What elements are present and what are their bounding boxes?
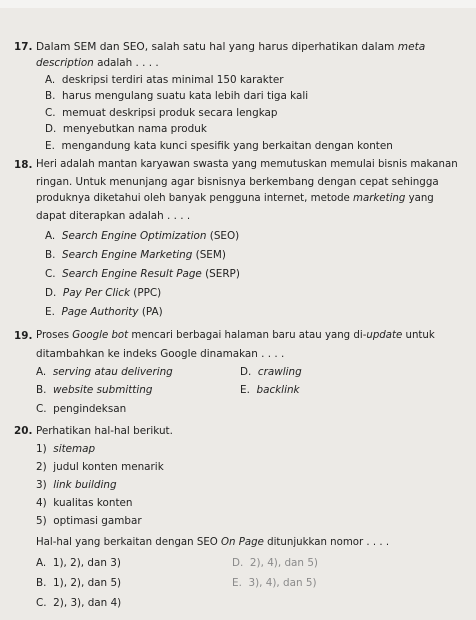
q20-options-a-text: 1), 2), dan 3) bbox=[52, 557, 121, 569]
q20-option-a bbox=[36, 556, 121, 570]
q20-options-c-text: 2), 3), dan 4) bbox=[53, 597, 122, 609]
q20-options-d-text: 2), 4), dan 5) bbox=[249, 557, 318, 569]
q17-stem2b: adalah . . . . bbox=[93, 57, 159, 69]
q17-options-4-letter: E. bbox=[45, 140, 55, 152]
q20-item-1 bbox=[36, 442, 95, 456]
q19-stem1e: untuk bbox=[402, 330, 435, 341]
q20-items-0-n: 1) bbox=[36, 443, 47, 455]
q17-stem1b: meta bbox=[397, 41, 426, 53]
q20-options-d-letter: D. bbox=[232, 557, 244, 569]
q17-options-4-text: mengandung kata kunci spesifik yang berkaitan dengan konten bbox=[61, 140, 393, 152]
q18-option-c bbox=[45, 267, 240, 281]
q20-item-3 bbox=[36, 478, 117, 492]
q18-options-3-text: Pay Per Click bbox=[62, 287, 130, 299]
q19-num: 19. bbox=[14, 330, 33, 342]
q17-options-2-letter: C. bbox=[45, 107, 56, 119]
q20-number bbox=[14, 424, 32, 438]
q19-options-c-letter: C. bbox=[36, 403, 47, 415]
q17-option-d bbox=[45, 122, 207, 136]
q18-option-b bbox=[45, 248, 226, 262]
q17-options-1-letter: B. bbox=[45, 90, 56, 102]
q19-stem-line2 bbox=[36, 347, 284, 361]
q17-number bbox=[14, 40, 32, 54]
q20-options-b-text: 1), 2), dan 5) bbox=[53, 577, 122, 589]
q18-options-2-extra: (SERP) bbox=[201, 268, 240, 280]
q20-options-c-letter: C. bbox=[36, 597, 47, 609]
q19-options-a-text: serving atau delivering bbox=[52, 366, 173, 378]
q20-items-1-n: 2) bbox=[36, 461, 47, 473]
q18-option-e bbox=[45, 305, 163, 319]
q18-options-2-letter: C. bbox=[45, 268, 56, 280]
q19-stem1d: update bbox=[366, 330, 403, 341]
q20-options-e-text: 3), 4), dan 5) bbox=[248, 577, 317, 589]
q18-options-0-extra: (SEO) bbox=[206, 230, 240, 242]
q17-option-a bbox=[45, 73, 284, 87]
q19-option-c bbox=[36, 402, 126, 416]
q17-options-3-letter: D. bbox=[45, 123, 57, 135]
q19-stem1a: Proses bbox=[36, 330, 73, 341]
q18-option-d bbox=[45, 286, 161, 300]
q19-stem1b: Google bot bbox=[72, 330, 129, 341]
q18-options-1-letter: B. bbox=[45, 249, 56, 261]
q20-question_c: ditunjukkan nomor . . . . bbox=[263, 537, 390, 548]
q18-number bbox=[14, 158, 32, 172]
q19-stem2: ditambahkan ke indeks Google dinamakan . . . . bbox=[36, 348, 285, 360]
q18-options-3-extra: (PPC) bbox=[130, 287, 162, 299]
q19-options-b-letter: B. bbox=[36, 384, 47, 396]
q18-stem1: Heri adalah mantan karyawan swasta yang memutuskan memulai bisnis makanan bbox=[36, 159, 458, 170]
q18-options-1-text: Search Engine Marketing bbox=[62, 249, 193, 261]
q18-stem2: ringan. Untuk menunjang agar bisnisnya berkembang dengan cepat sehingga bbox=[36, 176, 439, 188]
top-strip bbox=[0, 0, 476, 8]
q19-number bbox=[14, 329, 32, 343]
q19-stem-line1 bbox=[36, 329, 435, 343]
q20-items-0-text: sitemap bbox=[53, 443, 96, 455]
q18-options-4-extra: (PA) bbox=[138, 306, 163, 318]
q18-stem3a: produknya diketahui oleh banyak pengguna internet, metode bbox=[36, 193, 354, 204]
q18-option-a bbox=[45, 229, 239, 243]
q20-item-4 bbox=[36, 496, 133, 510]
q20-option-c bbox=[36, 596, 121, 610]
q17-option-e bbox=[45, 139, 393, 153]
q18-stem3b: marketing bbox=[353, 193, 406, 204]
q17-option-b bbox=[45, 89, 308, 103]
q18-stem-line2 bbox=[36, 175, 439, 189]
q19-options-e-letter: E. bbox=[240, 384, 250, 396]
q19-option-b bbox=[36, 383, 152, 397]
q18-options-2-text: Search Engine Result Page bbox=[62, 268, 202, 280]
q17-options-1-text: harus mengulang suatu kata lebih dari tiga kali bbox=[62, 90, 309, 102]
q17-options-3-text: menyebutkan nama produk bbox=[62, 123, 207, 135]
q20-items-2-text: link building bbox=[53, 479, 117, 491]
q20-item-2 bbox=[36, 460, 164, 474]
q18-options-3-letter: D. bbox=[45, 287, 57, 299]
q19-options-b-text: website submitting bbox=[53, 384, 153, 396]
q18-options-4-text: Page Authority bbox=[61, 306, 139, 318]
q20-stem: Perhatikan hal-hal berikut. bbox=[36, 425, 173, 437]
q20-question bbox=[36, 536, 389, 550]
q20-items-3-text: kualitas konten bbox=[53, 497, 133, 509]
q17-options-2-text: memuat deskripsi produk secara lengkap bbox=[62, 107, 278, 119]
q18-stem4: dapat diterapkan adalah . . . . bbox=[36, 210, 191, 222]
q17-options-0-letter: A. bbox=[45, 74, 56, 86]
q17-stem1a: Dalam SEM dan SEO, salah satu hal yang harus diperhatikan dalam bbox=[36, 41, 398, 53]
q19-option-e bbox=[240, 383, 300, 397]
q18-stem-line3 bbox=[36, 192, 434, 206]
q19-options-d-text: crawling bbox=[257, 366, 302, 378]
q20-question_b: On Page bbox=[221, 537, 264, 548]
q18-options-1-extra: (SEM) bbox=[192, 249, 226, 261]
q19-options-c-text: pengindeksan bbox=[53, 403, 127, 415]
q18-stem3c: yang bbox=[405, 193, 434, 204]
q20-options-a-letter: A. bbox=[36, 557, 47, 569]
q20-options-e-letter: E. bbox=[232, 577, 242, 589]
q20-items-3-n: 4) bbox=[36, 497, 47, 509]
q17-options-0-text: deskripsi terdiri atas minimal 150 karakter bbox=[61, 74, 284, 86]
q20-items-4-n: 5) bbox=[36, 515, 47, 527]
q20-option-b bbox=[36, 576, 121, 590]
q19-option-a bbox=[36, 365, 173, 379]
q17-stem2a: description bbox=[36, 57, 94, 69]
q17-option-c bbox=[45, 106, 278, 120]
q17-stem-line2 bbox=[36, 56, 159, 70]
q18-options-0-text: Search Engine Optimization bbox=[61, 230, 207, 242]
q18-options-0-letter: A. bbox=[45, 230, 56, 242]
q19-options-a-letter: A. bbox=[36, 366, 47, 378]
q18-options-4-letter: E. bbox=[45, 306, 55, 318]
q18-stem-line1 bbox=[36, 158, 458, 172]
q17-stem-line1 bbox=[36, 40, 425, 54]
q20-stem bbox=[36, 424, 173, 438]
q19-options-e-text: backlink bbox=[256, 384, 300, 396]
q20-items-1-text: judul konten menarik bbox=[53, 461, 164, 473]
q20-items-2-n: 3) bbox=[36, 479, 47, 491]
q18-num: 18. bbox=[14, 159, 33, 171]
q20-question_a: Hal-hal yang berkaitan dengan SEO bbox=[36, 537, 222, 548]
q20-items-4-text: optimasi gambar bbox=[53, 515, 142, 527]
q20-option-e bbox=[232, 576, 317, 590]
q18-stem-line4 bbox=[36, 209, 190, 223]
q19-option-d bbox=[240, 365, 302, 379]
q19-stem1c: mencari berbagai halaman baru atau yang di- bbox=[128, 330, 367, 341]
q20-num: 20. bbox=[14, 425, 33, 437]
q20-options-b-letter: B. bbox=[36, 577, 47, 589]
q20-option-d bbox=[232, 556, 318, 570]
q19-options-d-letter: D. bbox=[240, 366, 252, 378]
q17-num: 17. bbox=[14, 41, 33, 53]
q20-item-5 bbox=[36, 514, 142, 528]
